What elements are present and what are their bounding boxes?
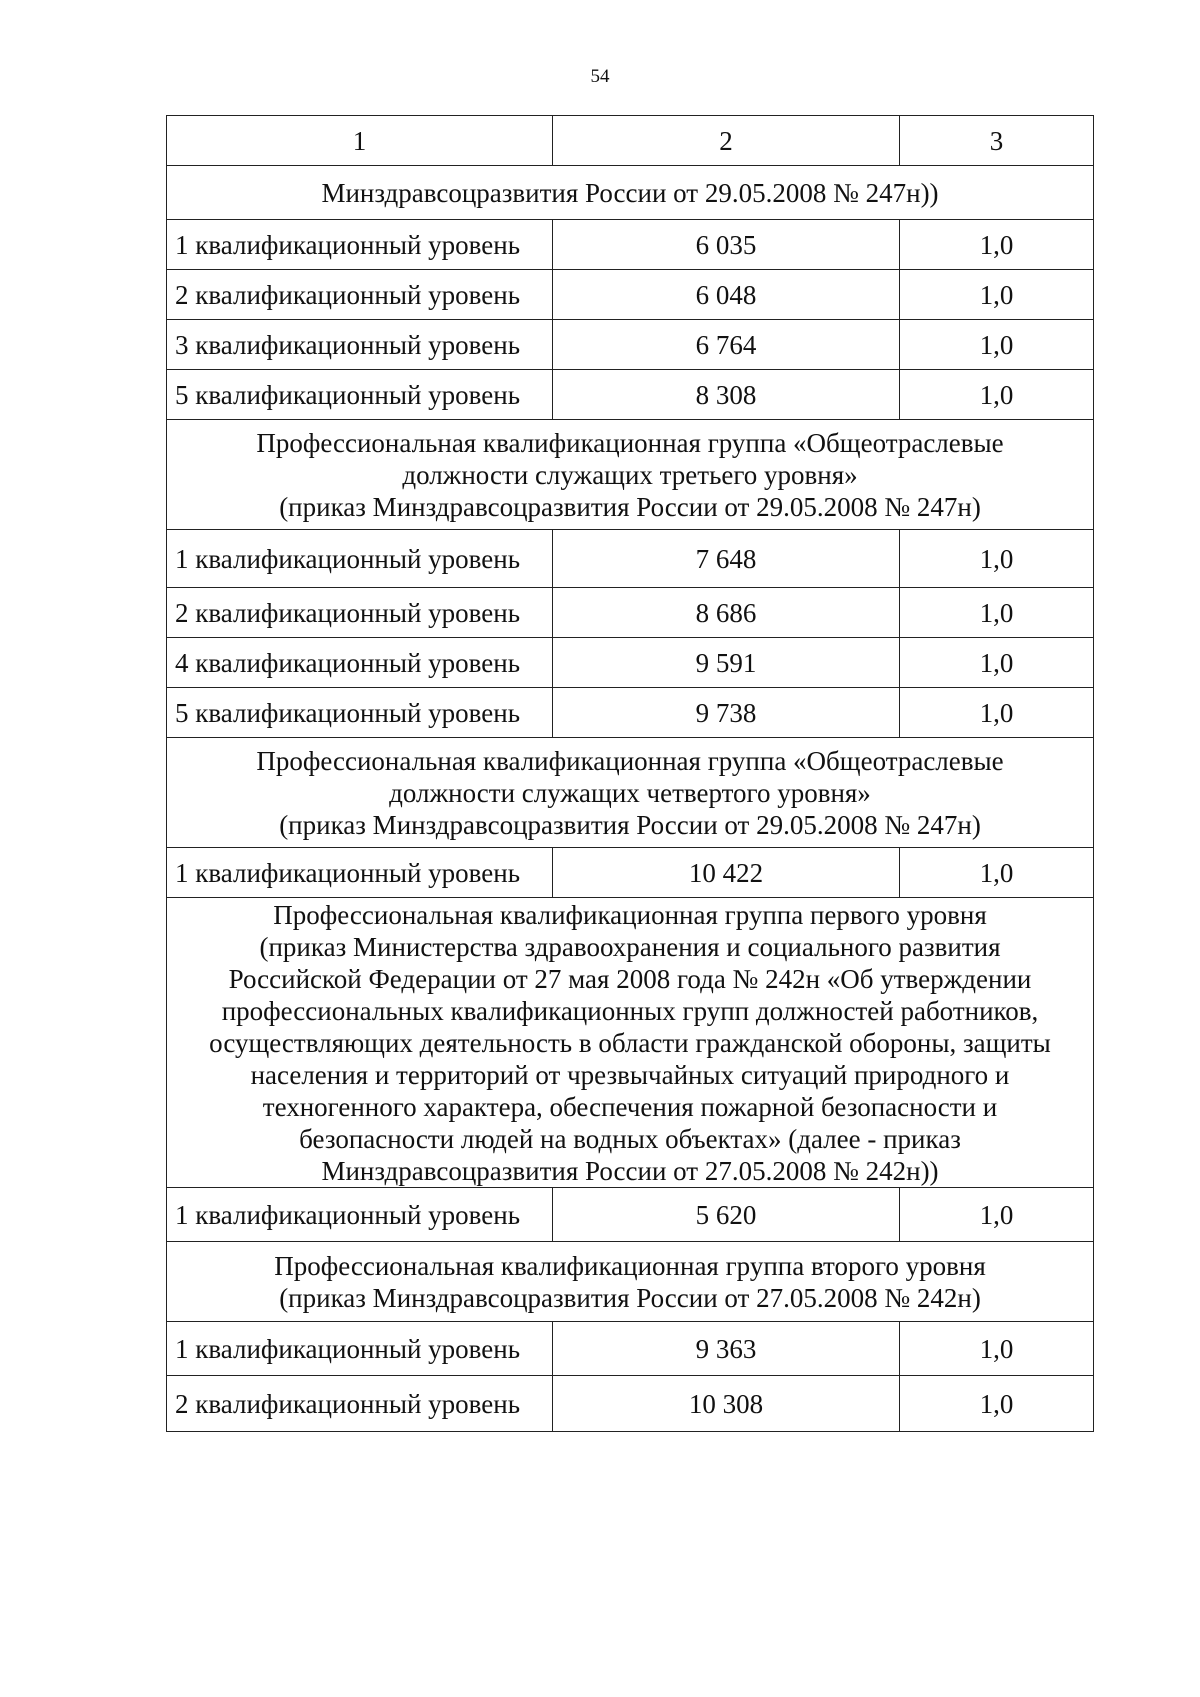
salary-value-cell: 6 764 <box>553 320 900 370</box>
salary-value-cell: 10 308 <box>553 1376 900 1432</box>
table-row <box>167 588 1094 638</box>
level-label-cell: 4 квалификационный уровень <box>167 638 553 688</box>
coefficient-cell: 1,0 <box>900 848 1094 898</box>
group-heading-line: (приказ Минздравсоцразвития России от 27.05.2008 № 242н) <box>279 1282 981 1313</box>
coefficient-cell: 1,0 <box>900 270 1094 320</box>
table-row <box>167 320 1094 370</box>
salary-value-cell: 10 422 <box>553 848 900 898</box>
group-heading-cell <box>167 898 1094 1188</box>
level-label-cell: 1 квалификационный уровень <box>167 220 553 270</box>
salary-value-cell: 5 620 <box>553 1188 900 1242</box>
table-row <box>167 530 1094 588</box>
salary-value-cell: 8 686 <box>553 588 900 638</box>
coefficient-cell: 1,0 <box>900 370 1094 420</box>
level-label-cell: 2 квалификационный уровень <box>167 1376 553 1432</box>
level-label-cell: 3 квалификационный уровень <box>167 320 553 370</box>
table-row <box>167 220 1094 270</box>
level-label-cell: 5 квалификационный уровень <box>167 370 553 420</box>
group-heading-cell <box>167 166 1094 220</box>
coefficient-cell: 1,0 <box>900 530 1094 588</box>
salary-value-cell: 9 591 <box>553 638 900 688</box>
header-cell-3: 3 <box>900 116 1094 166</box>
salary-value-cell: 9 738 <box>553 688 900 738</box>
group-heading-line: (приказ Минздравсоцразвития России от 29.05.2008 № 247н) <box>279 809 981 840</box>
header-row <box>167 116 1094 166</box>
coefficient-cell: 1,0 <box>900 688 1094 738</box>
level-label-cell: 1 квалификационный уровень <box>167 1322 553 1376</box>
salary-value-cell: 8 308 <box>553 370 900 420</box>
page-number: 54 <box>590 66 610 87</box>
group-heading-line: техногенного характера, обеспечения пожарной безопасности и <box>262 1091 998 1122</box>
salary-value-cell: 7 648 <box>553 530 900 588</box>
group-heading-line: должности служащих четвертого уровня» <box>389 777 871 808</box>
coefficient-cell: 1,0 <box>900 588 1094 638</box>
group-heading-line: (приказ Министерства здравоохранения и социального развития <box>259 931 1001 962</box>
table-row <box>167 370 1094 420</box>
group-heading-line: Минздравсоцразвития России от 27.05.2008 № 242н)) <box>321 1155 939 1186</box>
table-row <box>167 270 1094 320</box>
salary-table <box>166 115 1094 1432</box>
coefficient-cell: 1,0 <box>900 638 1094 688</box>
group-heading-line: Российской Федерации от 27 мая 2008 года № 242н «Об утверждении <box>228 963 1032 994</box>
group-heading-line: должности служащих третьего уровня» <box>402 459 858 490</box>
salary-value-cell: 6 035 <box>553 220 900 270</box>
group-heading-line: (приказ Минздравсоцразвития России от 29.05.2008 № 247н) <box>279 491 981 522</box>
table-row <box>167 1376 1094 1432</box>
group-heading-line: осуществляющих деятельность в области гражданской обороны, защиты <box>209 1027 1051 1058</box>
coefficient-cell: 1,0 <box>900 220 1094 270</box>
group-heading-cell <box>167 738 1094 848</box>
coefficient-cell: 1,0 <box>900 320 1094 370</box>
level-label-cell: 1 квалификационный уровень <box>167 530 553 588</box>
table-row <box>167 1188 1094 1242</box>
group-heading-line: Профессиональная квалификационная группа «Общеотраслевые <box>256 745 1004 776</box>
header-cell-2: 2 <box>553 116 900 166</box>
table-row <box>167 1322 1094 1376</box>
group-heading-line: Профессиональная квалификационная группа второго уровня <box>274 1250 986 1281</box>
group-heading-row <box>167 738 1094 848</box>
group-heading-row <box>167 1242 1094 1322</box>
group-heading-row <box>167 898 1094 1188</box>
group-heading-line: Профессиональная квалификационная группа первого уровня <box>273 899 987 930</box>
group-heading-row <box>167 420 1094 530</box>
salary-value-cell: 9 363 <box>553 1322 900 1376</box>
coefficient-cell: 1,0 <box>900 1322 1094 1376</box>
group-heading-cell <box>167 420 1094 530</box>
coefficient-cell: 1,0 <box>900 1188 1094 1242</box>
table-row <box>167 848 1094 898</box>
level-label-cell: 2 квалификационный уровень <box>167 588 553 638</box>
level-label-cell: 1 квалификационный уровень <box>167 1188 553 1242</box>
coefficient-cell: 1,0 <box>900 1376 1094 1432</box>
group-heading-line: населения и территорий от чрезвычайных ситуаций природного и <box>250 1059 1010 1090</box>
header-cell-1: 1 <box>167 116 553 166</box>
level-label-cell: 5 квалификационный уровень <box>167 688 553 738</box>
level-label-cell: 2 квалификационный уровень <box>167 270 553 320</box>
table-row <box>167 638 1094 688</box>
level-label-cell: 1 квалификационный уровень <box>167 848 553 898</box>
group-heading-line: безопасности людей на водных объектах» (далее - приказ <box>299 1123 961 1154</box>
table-body <box>167 116 1094 1432</box>
group-heading-line: Минздравсоцразвития России от 29.05.2008 № 247н)) <box>321 177 939 208</box>
group-heading-line: Профессиональная квалификационная группа «Общеотраслевые <box>256 427 1004 458</box>
salary-value-cell: 6 048 <box>553 270 900 320</box>
group-heading-cell <box>167 1242 1094 1322</box>
group-heading-row <box>167 166 1094 220</box>
table-row <box>167 688 1094 738</box>
group-heading-line: профессиональных квалификационных групп должностей работников, <box>221 995 1039 1026</box>
